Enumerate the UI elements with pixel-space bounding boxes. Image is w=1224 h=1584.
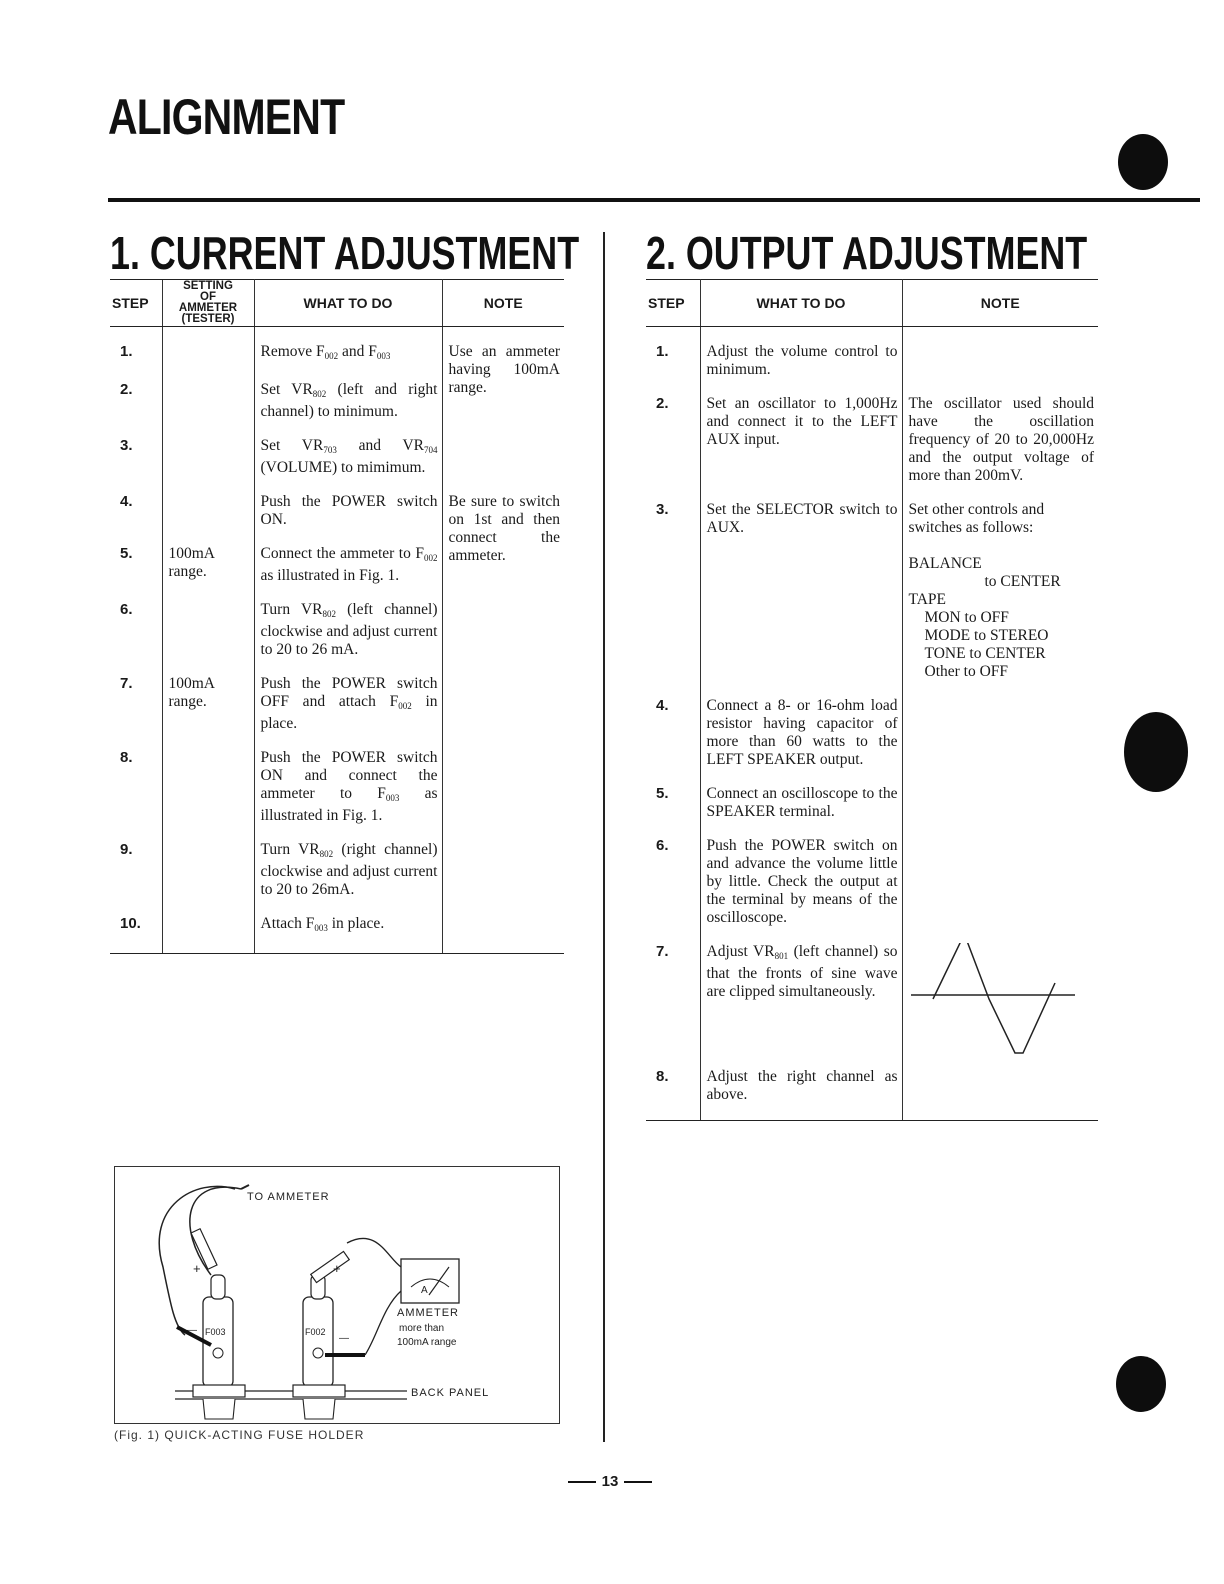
ammeter-label: AMMETER: [397, 1307, 459, 1319]
table-row: 10. Attach $F_{003}$ in place.: [110, 915, 564, 954]
table-row: 3. Set $VR_{703}$ and $VR_{704}$ (VOLUME) to mimimum.: [110, 437, 564, 493]
table-row: 6. Turn $VR_{802}$ (left channel) clockwise and adjust current to 20 to 26 mA.: [110, 601, 564, 675]
column-divider: [603, 232, 605, 1442]
fuse-f002-label: F002: [305, 1327, 326, 1337]
table-row: 2. Set $VR_{802}$ (left and right channel) to minimum.: [110, 381, 564, 437]
table-row: 5. Connect an oscilloscope to the SPEAKER terminal.: [646, 785, 1098, 837]
col-what-to-do: WHAT TO DO: [700, 280, 902, 327]
page-title: ALIGNMENT: [108, 89, 345, 145]
table-row: 3. Set the SELECTOR switch to AUX. Set other controls and switches as follows: BALANCE to CENTER TAPE MON to OFF MODE to STEREO TONE to CENTER Other to OFF: [646, 501, 1098, 697]
punch-hole-middle: [1124, 712, 1188, 792]
fuse-holder-figure: [114, 1166, 560, 1424]
table-row: 9. Turn $VR_{802}$ (right channel) clockwise and adjust current to 20 to 26mA.: [110, 841, 564, 915]
table-row: 4. Push the POWER switch ON. Be sure to switch on 1st and then connect the ammeter.: [120, 493, 560, 564]
figure-caption: (Fig. 1) QUICK-ACTING FUSE HOLDER: [114, 1428, 365, 1442]
sine-wave-diagram: [903, 943, 1099, 1063]
plus-left-label: +: [193, 1261, 202, 1276]
ammeter-note-line2: 100mA range: [397, 1337, 457, 1348]
plus-right-label: +: [333, 1261, 342, 1276]
punch-hole-top: [1118, 134, 1168, 190]
current-adjustment-table: [110, 279, 564, 954]
col-step: STEP: [110, 280, 162, 327]
col-step: STEP: [646, 280, 700, 327]
ammeter-note-line1: more than: [399, 1323, 445, 1334]
table-row: 2. Set an oscillator to 1,000Hz and connect it to the LEFT AUX input. The oscillator used should have the oscillation frequency of 20 to 20,000Hz and the output voltage of more than 200mV.: [646, 395, 1098, 501]
table-row: 4. Connect a 8- or 16-ohm load resistor having capacitor of more than 60 watts to the LEFT SPEAKER output.: [646, 697, 1098, 785]
table-row: 1. Adjust the volume control to minimum.: [646, 327, 1098, 396]
col-setting: SETTING OF AMMETER (TESTER): [162, 280, 254, 327]
table-row: 6. Push the POWER switch on and advance the volume little by little. Check the output at the terminal by means of the oscilloscope.: [646, 837, 1098, 943]
back-panel-label: BACK PANEL: [411, 1387, 490, 1399]
meter-letter: A: [421, 1285, 429, 1296]
minus-right-label: —: [339, 1333, 350, 1344]
output-adjustment-table: [646, 279, 1098, 1121]
fuse-holder-diagram: [115, 1167, 559, 1423]
punch-hole-bottom: [1116, 1356, 1166, 1412]
col-what-to-do: WHAT TO DO: [254, 280, 442, 327]
table-row: 1. Remove $F_{002}$ and $F_{003}$ Use an ammeter having 100mA range.: [110, 327, 564, 382]
switch-settings: Set other controls and switches as follows: BALANCE to CENTER TAPE MON to OFF MODE to STEREO TONE to CENTER Other to OFF: [908, 501, 1061, 680]
to-ammeter-label: TO AMMETER: [247, 1191, 330, 1203]
col-note: NOTE: [902, 280, 1098, 327]
table-row: 7. Adjust $VR_{801}$ (left channel) so that the fronts of sine wave are clipped simultaneously.: [646, 943, 1098, 1068]
output-adjustment-title: 2. OUTPUT ADJUSTMENT: [646, 227, 1088, 279]
fuse-f003-label: F003: [205, 1327, 226, 1337]
page-number: 13: [560, 1473, 660, 1490]
clipped-sine-wave: [902, 943, 1098, 1068]
col-note: NOTE: [442, 280, 564, 327]
table-row: 8. Adjust the right channel as above.: [646, 1068, 1098, 1121]
table-row: 8. Push the POWER switch ON and connect the ammeter to $F_{003}$ as illustrated in Fig. 1.: [110, 749, 564, 841]
table-row: 7. 100mA range. Push the POWER switch OFF and attach $F_{002}$ in place.: [110, 675, 564, 749]
minus-left-label: —: [187, 1325, 198, 1336]
current-adjustment-title: 1. CURRENT ADJUSTMENT: [110, 227, 580, 279]
title-rule: [108, 198, 1200, 202]
table-row: 5. 100mA range. Connect the ammeter to $F_{002}$ as illustrated in Fig. 1.: [110, 545, 564, 601]
